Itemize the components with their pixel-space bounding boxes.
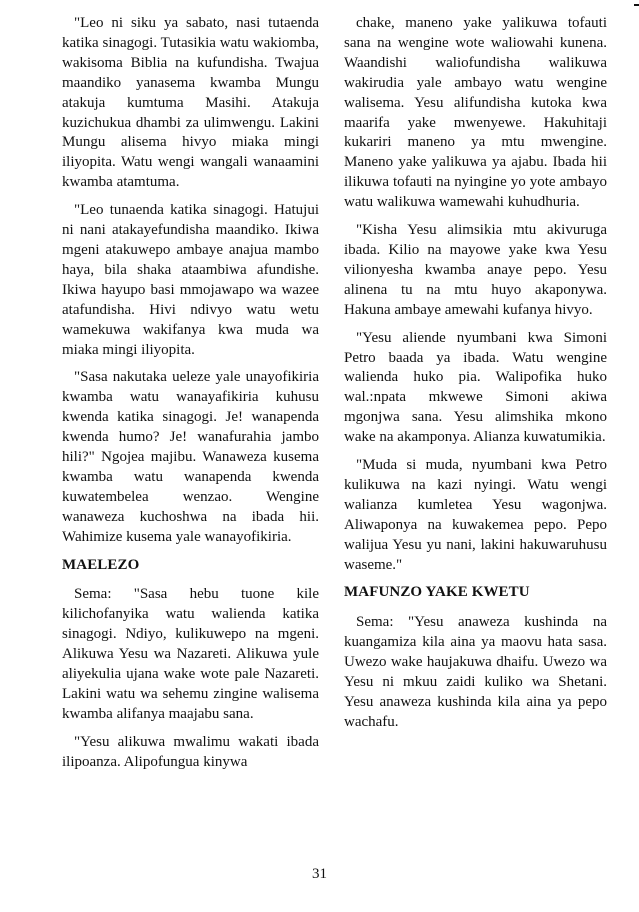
paragraph-demon-healing: "Kisha Yesu alimsikia mtu akivuruga ibada. Kilio na mayowe yake kwa Yesu vilionyesha kwamba anaye pepo. Yesu alinena tu na mtu huyo akaponywa. Hakuna ambaye amewahi kufanya hivyo. bbox=[344, 222, 607, 318]
scan-edge-mark bbox=[634, 4, 639, 6]
page-number: 31 bbox=[312, 866, 327, 882]
right-column bbox=[344, 14, 607, 741]
paragraph-many-sick: "Muda si muda, nyumbani kwa Petro kulikuwa na kazi nyingi. Watu wengi walianza kumletea Yesu wagonjwa. Aliwaponya na kuwakemea pepo. Pepo walijua Yesu yu nani, lakini hakuwaruhusu waseme." bbox=[344, 457, 607, 573]
paragraph-simon-house: "Yesu aliende nyumbani kwa Simoni Petro baada ya ibada. Watu wengine walienda huko pia. Walipofika huko wal.:npata mkwewe Simoni akiwa mgonjwa sana. Yesu alimshika mkono wake na akamponya. Alianza kuwatumikia. bbox=[344, 329, 607, 446]
left-column bbox=[62, 14, 319, 781]
paragraph-jesus-teacher: "Yesu alikuwa mwalimu wakati ibada ilipoanza. Alipofungua kinywa bbox=[62, 733, 319, 770]
paragraph-synagogue-teacher: "Leo tunaenda katika sinagogi. Hatujui ni nani atakayefundisha maandiko. Ikiwa mgeni atakuwepo ambaye anajua mambo haya, bila shaka ataambiwa afundishe. Ikiwa hayupo basi mmojawapo wa wazee atafundisha. Hivi ndivyo watu wetu wamekuwa wakifanya kwa muda wa miaka mingi iliyopita. bbox=[62, 202, 319, 358]
paragraph-words-different: chake, maneno yake yalikuwa tofauti sana na wengine wote waliowahi kunena. Waandishi waliofundisha walikuwa wakirudia yale ambayo watu wengine walisema. Yesu alifundisha kutoka kwa maarifa yake mwenyewe. Hakuhitaji kukariri maneno ya mtu mwengine. Maneno yake yalikuwa ya ajabu. Ibada hii ilikuwa tofauti na nyingine yo yote ambayo watu walikuwa wamewahi kuhudhuria. bbox=[344, 15, 607, 211]
section-heading-mafunzo: MAFUNZO YAKE KWETU bbox=[344, 584, 530, 601]
paragraph-lesson: Sema: "Yesu anaweza kushinda na kuangamiza kila aina ya maovu hata sasa. Uwezo wake haujakuwa dhaifu. Uwezo wa Yesu ni mkuu zaidi kuliko wa Shetani. Yesu anaweza kushinda kila aina ya pepo wachafu. bbox=[344, 614, 607, 730]
paragraph-stranger-jesus: Sema: "Sasa hebu tuone kile kilichofanyika watu walienda katika sinagogi. Ndiyo, kulikuwepo na mgeni. Alikuwa Yesu wa Nazareti. Alikuwa yule aliyekulia ujana wake wote pale Nazareti. Lakini watu wa sehemu zingine walisema kwamba alifanya maajabu sana. bbox=[62, 586, 319, 722]
section-heading-maelezo: MAELEZO bbox=[62, 556, 140, 573]
paragraph-discussion-prompt: "Sasa nakutaka ueleze yale unayofikiria kwamba watu wanayafikiria kuhusu kwenda katika sinagogi. Je! wanapenda kwenda humo? Je! wanafurahia jambo hili?" Ngojea majibu. Wanaweza kusema kwamba watu wanapenda kwenda kuwatembelea wenzao. Wengine wanaweza kuchoshwa na ibada hii. Wahimize kusema yale wanayofikiria. bbox=[62, 369, 319, 545]
paragraph-sabbath-intro: "Leo ni siku ya sabato, nasi tutaenda katika sinagogi. Tutasikia watu wakiomba, wakisoma Biblia na kufundisha. Twajua maandiko yanasema kwamba Mungu atakuja kumtuma Masihi. Atakuja kuzichukua dhambi za ulimwengu. Lakini Mungu alisema hivyo miaka mingi iliyopita. Watu wengi wangali wanaamini kwamba atamtuma. bbox=[62, 15, 319, 191]
